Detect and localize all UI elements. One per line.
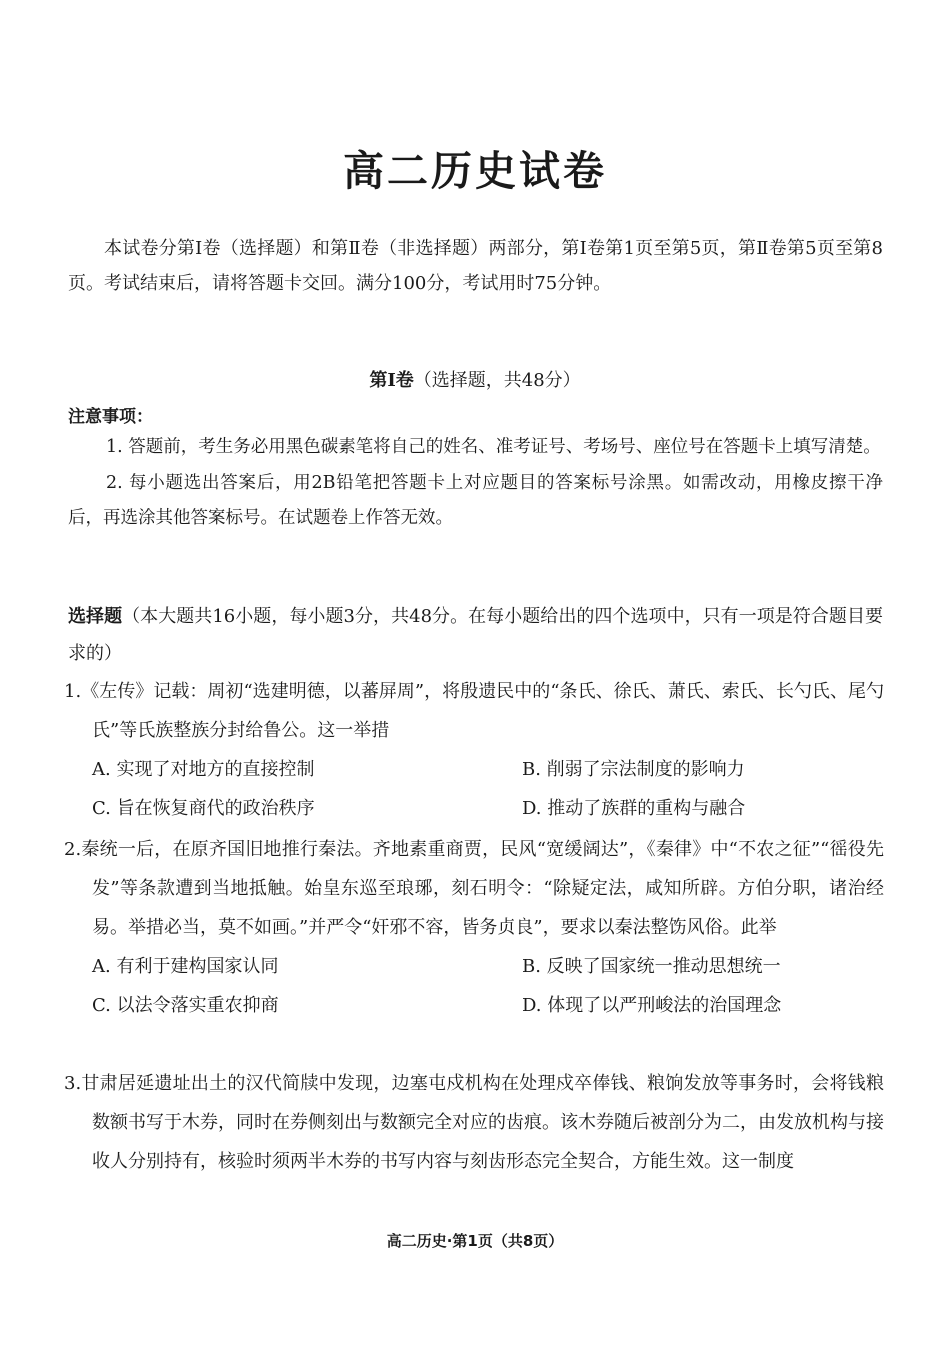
page-footer: 高二历史·第1页（共8页）: [386, 1232, 564, 1250]
question-number: 1.: [64, 681, 82, 702]
question-number: 2.: [64, 839, 82, 860]
question-options: [64, 750, 884, 828]
mc-label: 选择题: [68, 606, 123, 627]
option-a: A. 有利于建构国家认同: [92, 956, 279, 977]
intro-text: 本试卷分第Ⅰ卷（选择题）和第Ⅱ卷（非选择题）两部分，第Ⅰ卷第1页至第5页，第Ⅱ卷第5页至第8页。考试结束后，请将答题卡交回。满分100分，考试用时75分钟。: [68, 238, 883, 294]
mc-text: （本大题共16小题，每小题3分，共48分。在每小题给出的四个选项中，只有一项是符合题目要求的）: [68, 606, 883, 664]
section-detail: （选择题，共48分）: [413, 370, 581, 391]
exam-title: 高二历史试卷: [343, 147, 607, 195]
notice-list: [68, 430, 883, 537]
question-options: [64, 947, 884, 1025]
exam-instructions: [68, 232, 883, 301]
section-label: 第Ⅰ卷: [369, 370, 414, 391]
question-3: [64, 1064, 884, 1181]
option-d: D. 推动了族群的重构与融合: [522, 798, 746, 819]
option-b: B. 削弱了宗法制度的影响力: [522, 759, 745, 780]
question-stem: [64, 672, 884, 750]
option-c: C. 旨在恢复商代的政治秩序: [92, 798, 315, 819]
section-heading: [0, 366, 950, 392]
multiple-choice-header: [68, 598, 883, 672]
question-2: [64, 830, 884, 1025]
notice-item: 1. 答题前，考生务必用黑色碳素笔将自己的姓名、准考证号、考场号、座位号在答题卡上填写清楚。: [106, 437, 881, 457]
option-c: C. 以法令落实重农抑商: [92, 995, 279, 1016]
option-a: A. 实现了对地方的直接控制: [92, 759, 315, 780]
option-d: D. 体现了以严刑峻法的治国理念: [522, 995, 782, 1016]
question-stem: [64, 830, 884, 947]
question-number: 3.: [64, 1073, 82, 1094]
question-1: [64, 672, 884, 828]
question-text: 秦统一后，在原齐国旧地推行秦法。齐地素重商贾，民风“宽缓阔达”，《秦律》中“不农之征”“徭役先发”等条款遭到当地抵触。始皇东巡至琅琊，刻石明令：“除疑定法，咸知所辟。方伯分职，诸治经易。举措必当，莫不如画。”并严令“奸邪不容，皆务贞良”，要求以秦法整饬风俗。此举: [81, 839, 884, 938]
question-stem: [64, 1064, 884, 1181]
question-text: 甘肃居延遗址出土的汉代简牍中发现，边塞屯戍机构在处理戍卒俸钱、粮饷发放等事务时，会将钱粮数额书写于木券，同时在券侧刻出与数额完全对应的齿痕。该木券随后被剖分为二，由发放机构与接收人分别持有，核验时须两半木券的书写内容与刻齿形态完全契合，方能生效。这一制度: [81, 1073, 884, 1172]
question-text: 《左传》记载：周初“选建明德，以蕃屏周”，将殷遗民中的“条氏、徐氏、萧氏、索氏、长勺氏、尾勺氏”等氏族整族分封给鲁公。这一举措: [81, 681, 884, 741]
notice-title: 注意事项：: [68, 407, 153, 427]
option-b: B. 反映了国家统一推动思想统一: [522, 956, 781, 977]
notice-item: 2. 每小题选出答案后，用2B铅笔把答题卡上对应题目的答案标号涂黑。如需改动，用橡皮擦干净后，再选涂其他答案标号。在试题卷上作答无效。: [68, 473, 883, 528]
